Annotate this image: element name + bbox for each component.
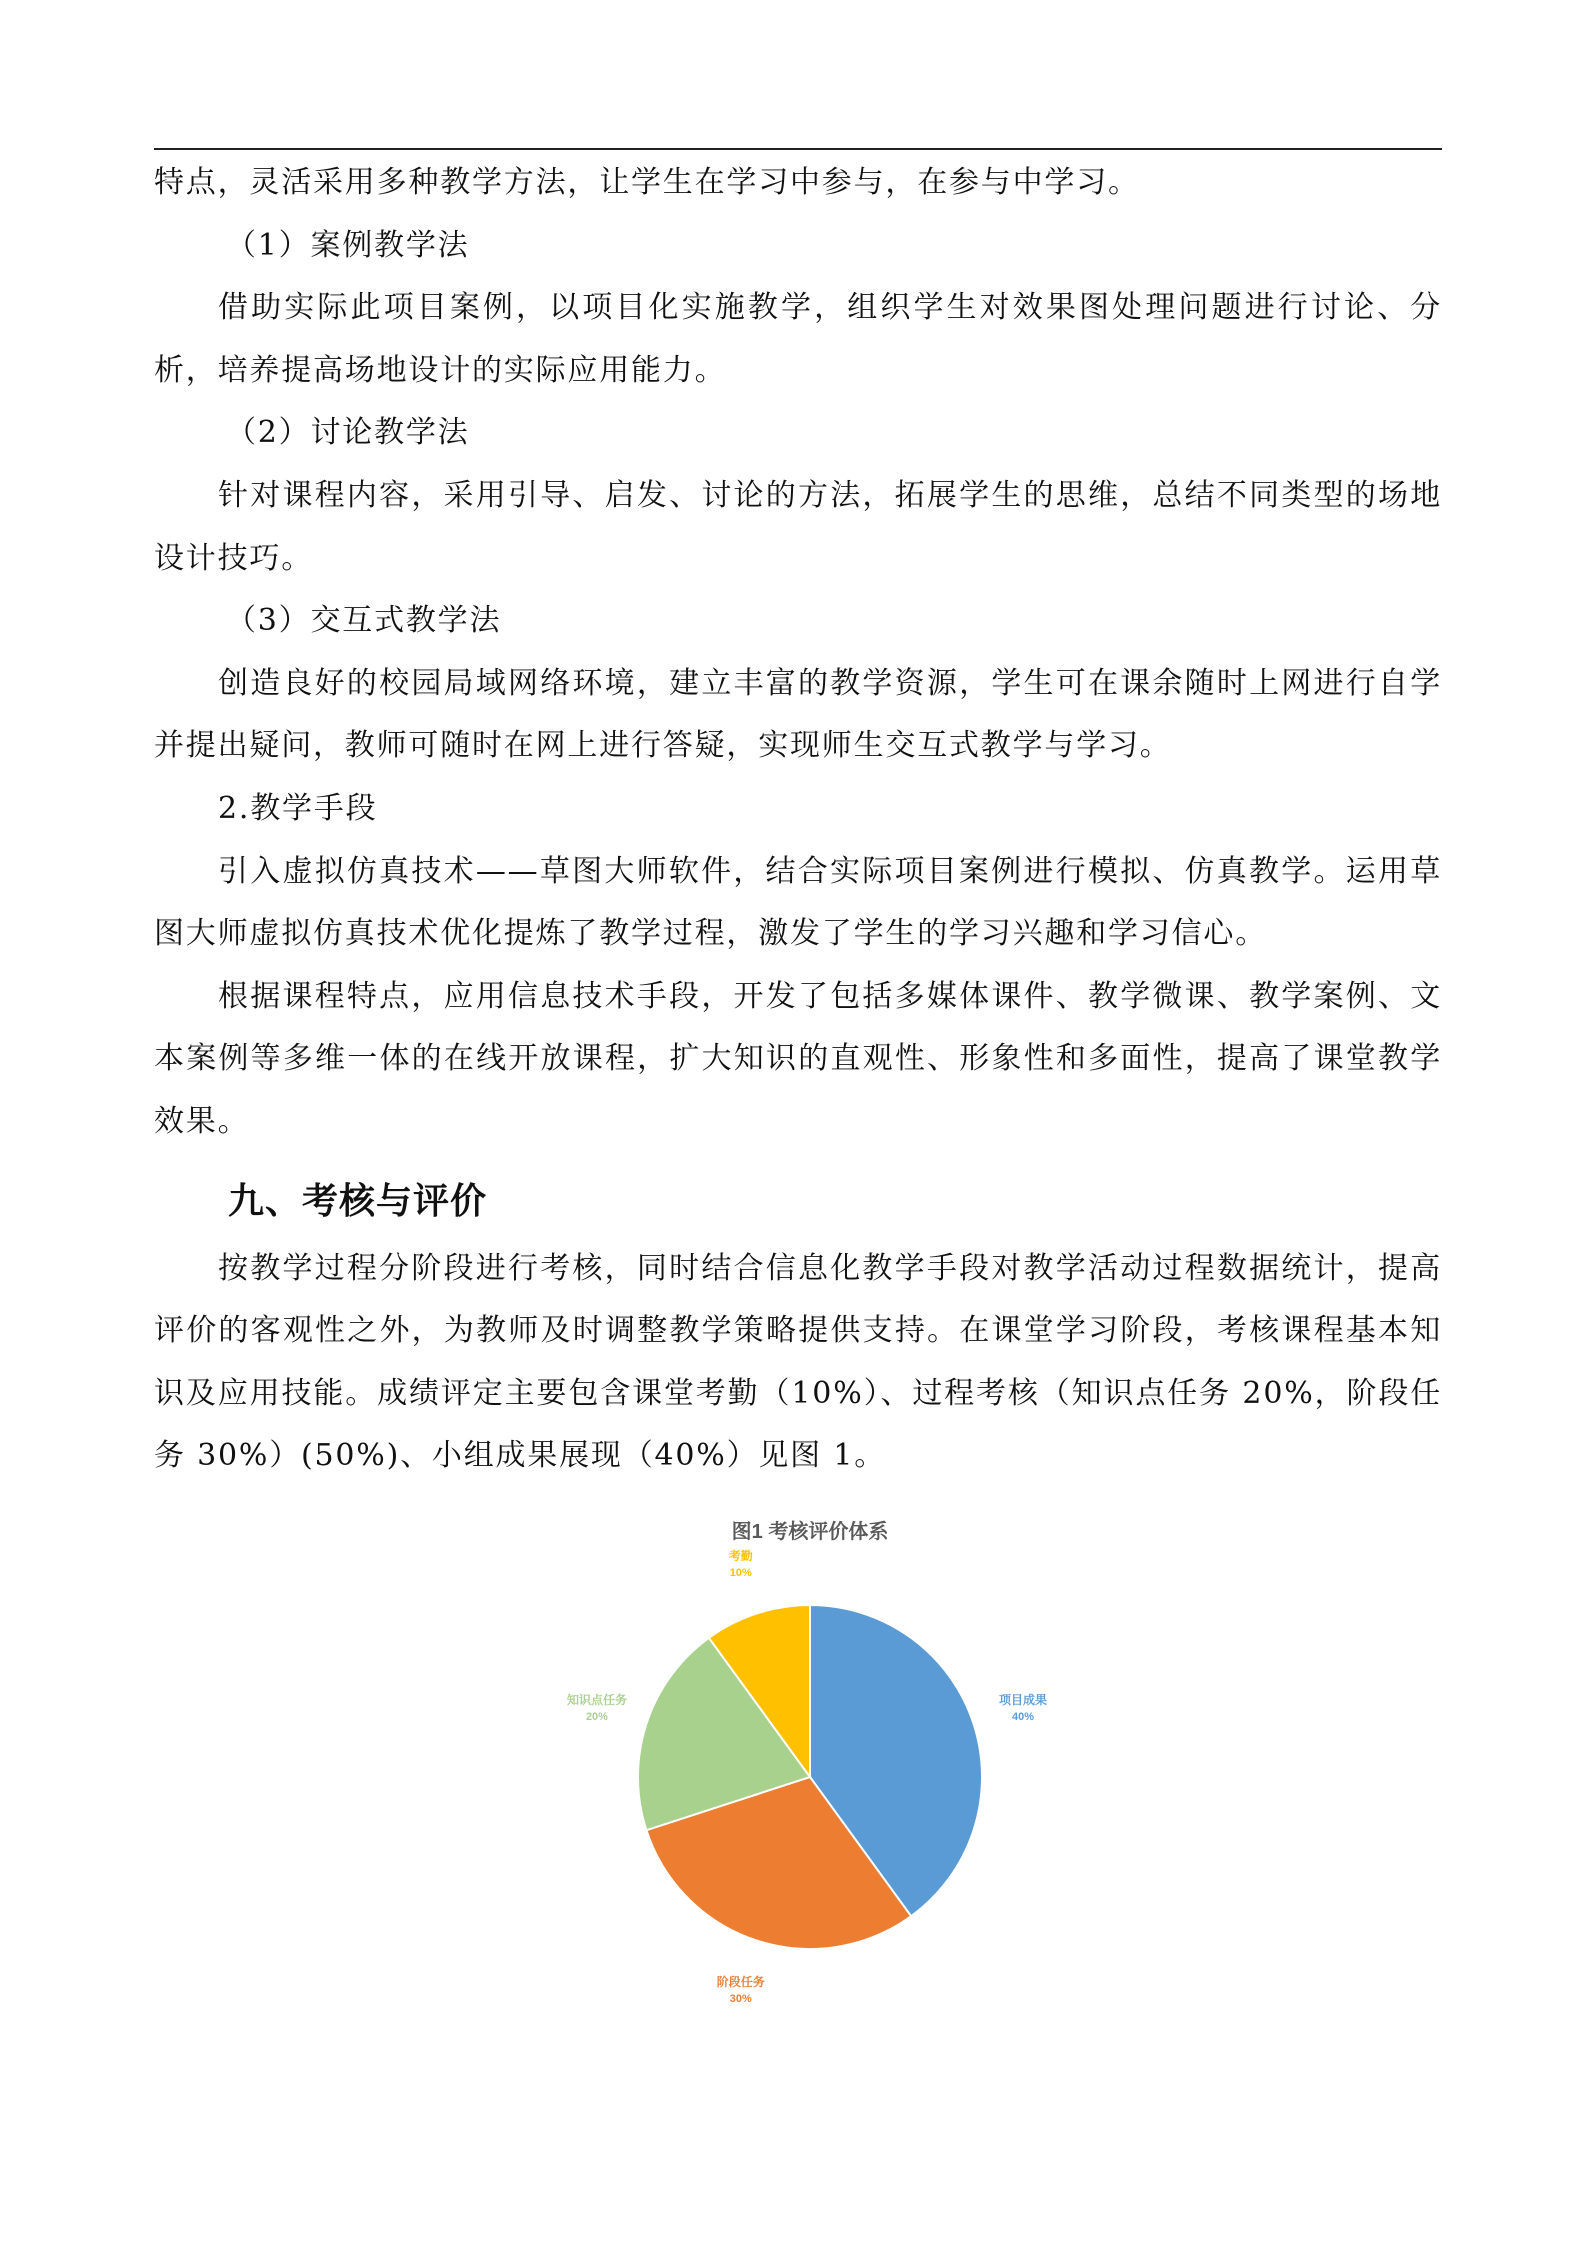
slice-label-value-0: 40%: [1012, 1710, 1035, 1723]
paragraph-teaching-means-2: 根据课程特点，应用信息技术手段，开发了包括多媒体课件、教学微课、教学案例、文本案例等多维一体的在线开放课程，扩大知识的直观性、形象性和多面性，提高了课堂教学效果。: [154, 978, 1442, 1139]
slice-label-name-0: 项目成果: [999, 1692, 1048, 1707]
paragraph-teaching-means-1: 引入虚拟仿真技术——草图大师软件，结合实际项目案例进行模拟、仿真教学。运用草图大师虚拟仿真技术优化提炼了教学过程，激发了学生的学习兴趣和学习信心。: [154, 853, 1442, 952]
paragraph-continued: 特点，灵活采用多种教学方法，让学生在学习中参与，在参与中学习。: [154, 165, 1140, 200]
slice-label-value-3: 10%: [729, 1566, 752, 1579]
subheading-interactive-method: （3）交互式教学法: [226, 603, 502, 639]
slice-label-name-3: 考勤: [728, 1548, 753, 1563]
document-body: [154, 152, 1442, 1488]
section-heading-assessment: 九、考核与评价: [228, 1180, 488, 1222]
subheading-discussion-method: （2）讨论教学法: [226, 415, 470, 451]
subheading-teaching-means: 2.教学手段: [218, 790, 378, 826]
paragraph-case-method: 借助实际此项目案例，以项目化实施教学，组织学生对效果图处理问题进行讨论、分析，培养提高场地设计的实际应用能力。: [154, 290, 1442, 388]
slice-label-value-2: 20%: [585, 1710, 608, 1723]
slice-label-name-1: 阶段任务: [716, 1975, 765, 1990]
paragraph-interactive-method: 创造良好的校园局域网络环境，建立丰富的教学资源，学生可在课余随时上网进行自学并提出疑问，教师可随时在网上进行答疑，实现师生交互式教学与学习。: [154, 665, 1442, 764]
paragraph-discussion-method: 针对课程内容，采用引导、启发、讨论的方法，拓展学生的思维，总结不同类型的场地设计技巧。: [154, 477, 1442, 576]
figure-pie-chart: [520, 1512, 1080, 2006]
paragraph-assessment: 按教学过程分阶段进行考核，同时结合信息化教学手段对教学活动过程数据统计，提高评价的客观性之外，为教师及时调整教学策略提供支持。在课堂学习阶段，考核课程基本知识及应用技能。成绩评定主要包含课堂考勤（10%）、过程考核（知识点任务 20%，阶段任务 30%）(50%)、小组成果展现（40%）见图 1。: [154, 1250, 1442, 1474]
slice-label-name-2: 知识点任务: [566, 1692, 627, 1707]
pie-chart-svg: [520, 1512, 1080, 2006]
slice-label-value-1: 30%: [729, 1993, 752, 2006]
chart-title: 图1 考核评价体系: [731, 1521, 889, 1543]
header-rule: [154, 148, 1442, 150]
subheading-case-method: （1）案例教学法: [226, 227, 470, 263]
